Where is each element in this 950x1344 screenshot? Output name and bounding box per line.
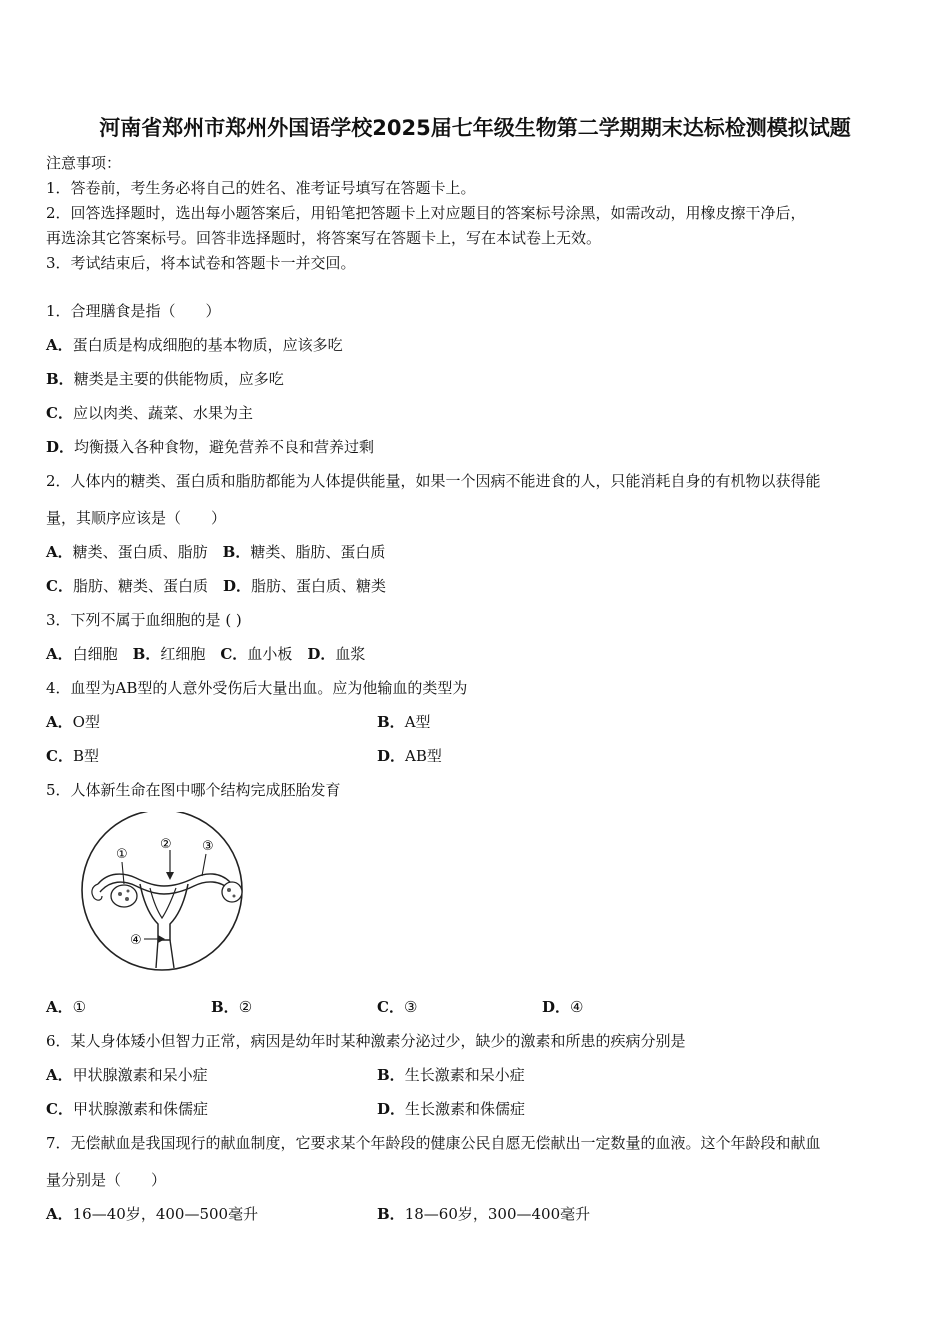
question-7-option-a: A．16—40岁，400—500毫升 xyxy=(46,1205,259,1223)
arrow-head xyxy=(158,935,165,943)
question-6-option-a: A．甲状腺激素和呆小症 xyxy=(46,1066,208,1084)
pointer-line xyxy=(202,854,206,876)
fallopian-tube xyxy=(98,874,230,886)
question-4-option-a: A．O型 xyxy=(46,713,100,731)
question-1-option-c: C．应以肉类、蔬菜、水果为主 xyxy=(46,404,253,422)
arrow-head xyxy=(166,872,174,880)
ovary-follicle xyxy=(118,892,122,896)
label-3: ③ xyxy=(202,839,214,854)
vagina xyxy=(156,940,174,968)
question-2-options-ab: A．糖类、蛋白质、脂肪 B．糖类、脂肪、蛋白质 xyxy=(46,543,386,561)
uterus xyxy=(140,884,188,940)
question-4-option-c: C．B型 xyxy=(46,747,99,765)
ovary-follicle xyxy=(233,895,236,898)
note-item: 1．答卷前，考生务必将自己的姓名、准考证号填写在答题卡上。 xyxy=(46,179,476,197)
question-4-stem: 4．血型为AB型的人意外受伤后大量出血。应为他输血的类型为 xyxy=(46,679,468,697)
note-item: 3．考试结束后，将本试卷和答题卡一并交回。 xyxy=(46,254,356,272)
pointer-line xyxy=(122,862,124,884)
page-title: 河南省郑州市郑州外国语学校2025届七年级生物第二学期期末达标检测模拟试题 xyxy=(99,116,851,140)
ovary-follicle xyxy=(227,888,231,892)
notes-heading: 注意事项： xyxy=(46,154,122,172)
note-item: 再选涂其它答案标号。回答非选择题时，将答案写在答题卡上，写在本试卷上无效。 xyxy=(46,229,602,247)
question-2-options-cd: C．脂肪、糖类、蛋白质 D．脂肪、蛋白质、糖类 xyxy=(46,577,386,595)
question-2-stem: 2．人体内的糖类、蛋白质和脂肪都能为人体提供能量，如果一个因病不能进食的人，只能消耗自身的有机物以获得能 xyxy=(46,472,821,490)
label-4: ④ xyxy=(130,933,142,948)
question-1-option-b: B．糖类是主要的供能物质，应多吃 xyxy=(46,370,284,388)
label-2: ② xyxy=(160,837,172,852)
question-1-stem: 1．合理膳食是指（ ） xyxy=(46,302,221,320)
label-1: ① xyxy=(116,847,128,862)
ovary-follicle xyxy=(125,897,129,901)
question-7-option-b: B．18—60岁，300—400毫升 xyxy=(377,1205,591,1223)
left-ovary xyxy=(111,885,137,907)
right-ovary xyxy=(222,882,242,902)
question-2-stem-cont: 量，其顺序应该是（ ） xyxy=(46,509,227,527)
question-3-stem: 3．下列不属于血细胞的是 ( ) xyxy=(46,611,242,629)
question-6-stem: 6．某人身体矮小但智力正常，病因是幼年时某种激素分泌过少，缺少的激素和所患的疾病分别是 xyxy=(46,1032,686,1050)
female-reproductive-system-figure xyxy=(78,812,250,972)
question-5-option-c: C．③ xyxy=(377,998,418,1016)
question-5-option-a: A．① xyxy=(46,998,87,1016)
question-5-option-d: D．④ xyxy=(542,998,584,1016)
figure-border xyxy=(82,812,242,970)
question-7-stem: 7．无偿献血是我国现行的献血制度，它要求某个年龄段的健康公民自愿无偿献出一定数量的血液。这个年龄段和献血 xyxy=(46,1134,821,1152)
question-4-option-d: D．AB型 xyxy=(377,747,442,765)
question-6-option-b: B．生长激素和呆小症 xyxy=(377,1066,525,1084)
question-6-option-d: D．生长激素和侏儒症 xyxy=(377,1100,526,1118)
question-6-option-c: C．甲状腺激素和侏儒症 xyxy=(46,1100,208,1118)
question-4-option-b: B．A型 xyxy=(377,713,431,731)
question-3-options: A．白细胞 B．红细胞 C．血小板 D．血浆 xyxy=(46,645,366,663)
question-1-option-d: D．均衡摄入各种食物，避免营养不良和营养过剩 xyxy=(46,438,375,456)
question-5-stem: 5．人体新生命在图中哪个结构完成胚胎发育 xyxy=(46,781,341,799)
note-item: 2．回答选择题时，选出每小题答案后，用铅笔把答题卡上对应题目的答案标号涂黑，如需改动，用橡皮擦干净后， xyxy=(46,204,806,222)
question-1-option-a: A．蛋白质是构成细胞的基本物质，应该多吃 xyxy=(46,336,343,354)
ovary-follicle xyxy=(127,890,130,893)
question-7-stem-cont: 量分别是（ ） xyxy=(46,1171,167,1189)
question-5-option-b: B．② xyxy=(211,998,253,1016)
